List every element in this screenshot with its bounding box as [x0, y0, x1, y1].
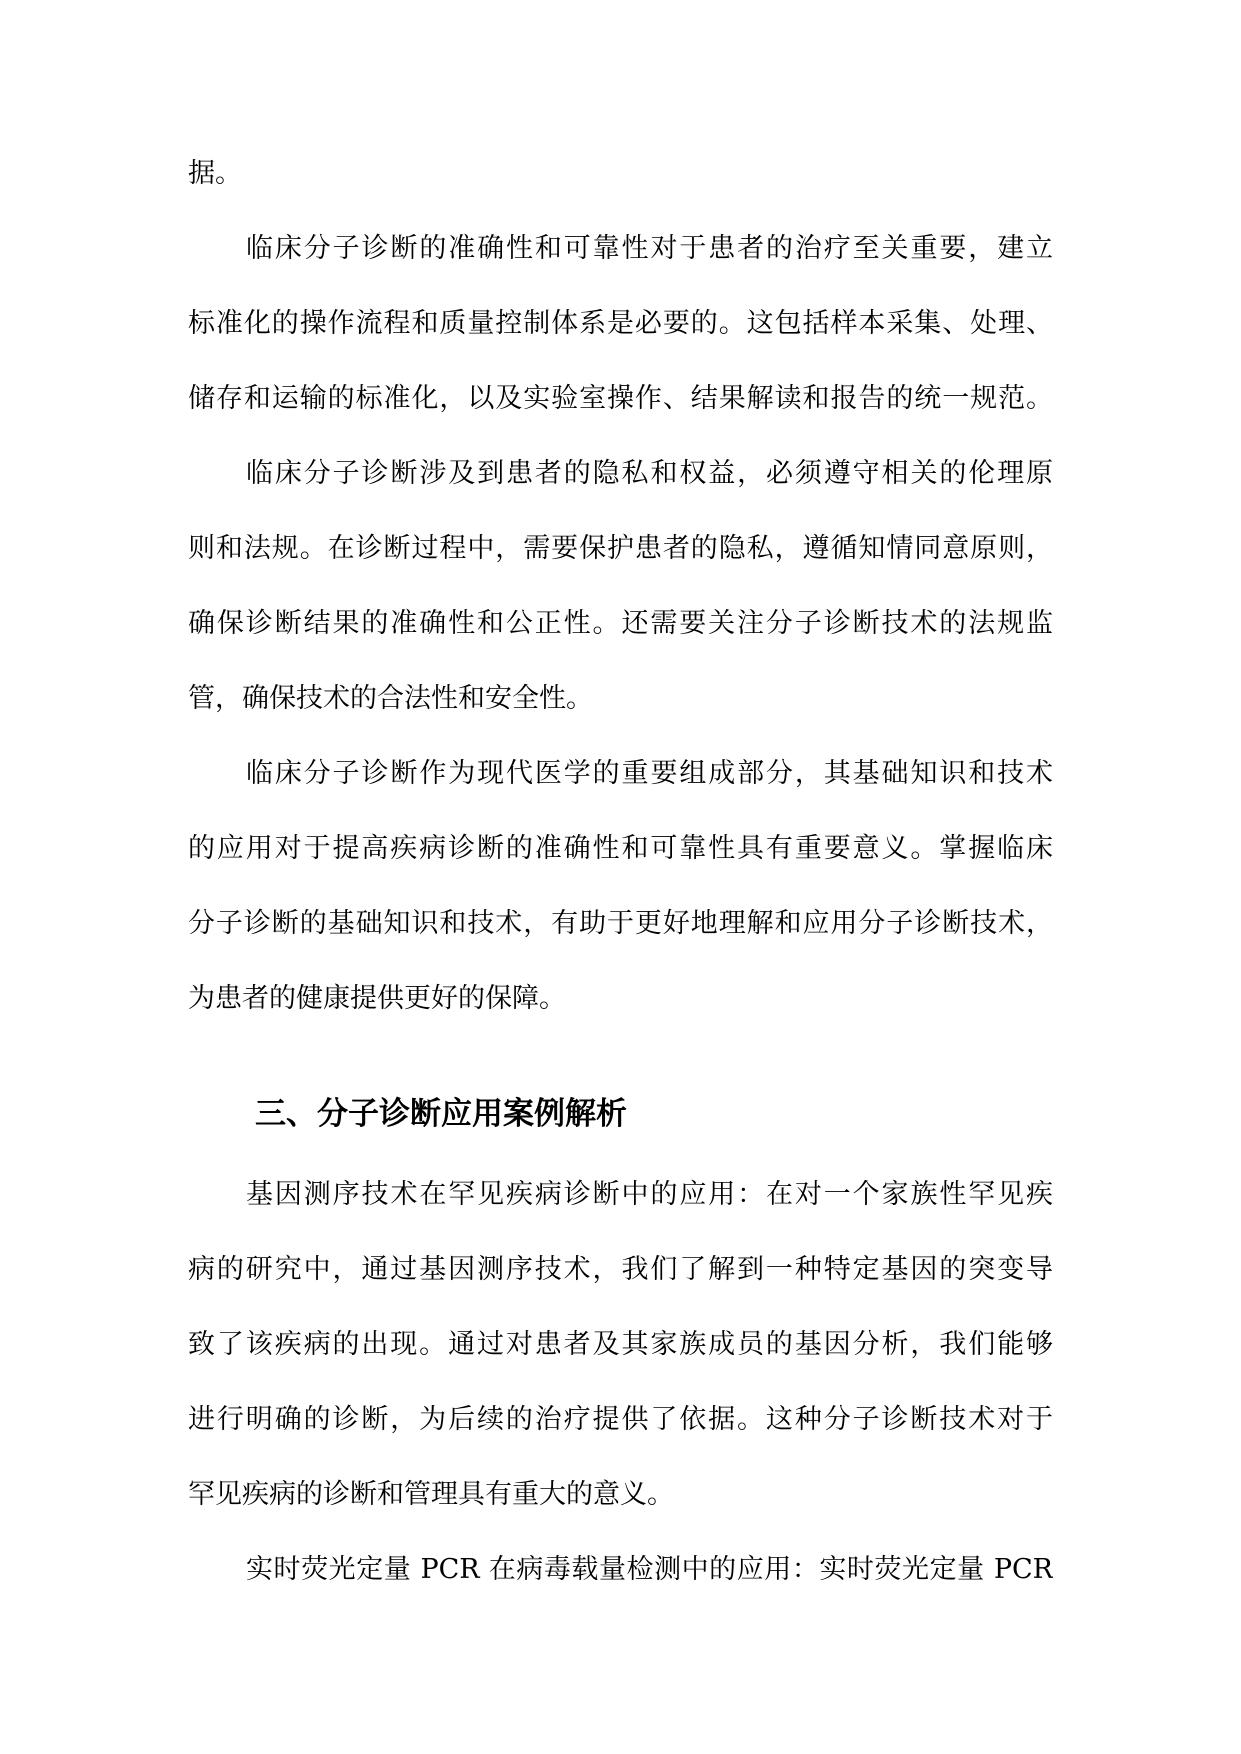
text-line: 标准化的操作流程和质量控制体系是必要的。这包括样本采集、处理、 [188, 308, 1053, 339]
text-line: 为患者的健康提供更好的保障。 [188, 983, 566, 1014]
paragraph-qpcr-case [188, 1532, 1053, 1607]
section-heading: 三、分子诊断应用案例解析 [255, 1096, 627, 1132]
text-line: 临床分子诊断作为现代医学的重要组成部分，其基础知识和技术 [246, 758, 1053, 789]
text-line: 确保诊断结果的准确性和公正性。还需要关注分子诊断技术的法规监 [188, 608, 1053, 639]
text-line: 基因测序技术在罕见疾病诊断中的应用：在对一个家族性罕见疾 [246, 1179, 1053, 1210]
text-line: 管，确保技术的合法性和安全性。 [188, 683, 593, 714]
text-line: 致了该疾病的出现。通过对患者及其家族成员的基因分析，我们能够 [188, 1329, 1053, 1360]
paragraph-ethics [188, 436, 1053, 736]
paragraph-summary [188, 736, 1053, 1036]
paragraph-continuation [188, 136, 1053, 211]
text-line: 则和法规。在诊断过程中，需要保护患者的隐私，遵循知情同意原则， [188, 533, 1053, 564]
text-line: 实时荧光定量 PCR 在病毒载量检测中的应用：实时荧光定量 PCR [246, 1554, 1053, 1585]
text-line: 的应用对于提高疾病诊断的准确性和可靠性具有重要意义。掌握临床 [188, 833, 1053, 864]
text-line: 据。 [188, 158, 242, 189]
text-line: 储存和运输的标准化，以及实验室操作、结果解读和报告的统一规范。 [188, 383, 1053, 414]
text-line: 进行明确的诊断，为后续的治疗提供了依据。这种分子诊断技术对于 [188, 1404, 1053, 1435]
text-line: 罕见疾病的诊断和管理具有重大的意义。 [188, 1479, 674, 1510]
paragraph-gene-sequencing-case [188, 1157, 1053, 1532]
paragraph-standardization [188, 211, 1053, 436]
text-line: 临床分子诊断涉及到患者的隐私和权益，必须遵守相关的伦理原 [246, 458, 1053, 489]
text-line: 分子诊断的基础知识和技术，有助于更好地理解和应用分子诊断技术， [188, 908, 1053, 939]
document-body [188, 136, 1053, 1607]
text-line: 临床分子诊断的准确性和可靠性对于患者的治疗至关重要，建立 [246, 233, 1053, 264]
text-line: 病的研究中，通过基因测序技术，我们了解到一种特定基因的突变导 [188, 1254, 1053, 1285]
